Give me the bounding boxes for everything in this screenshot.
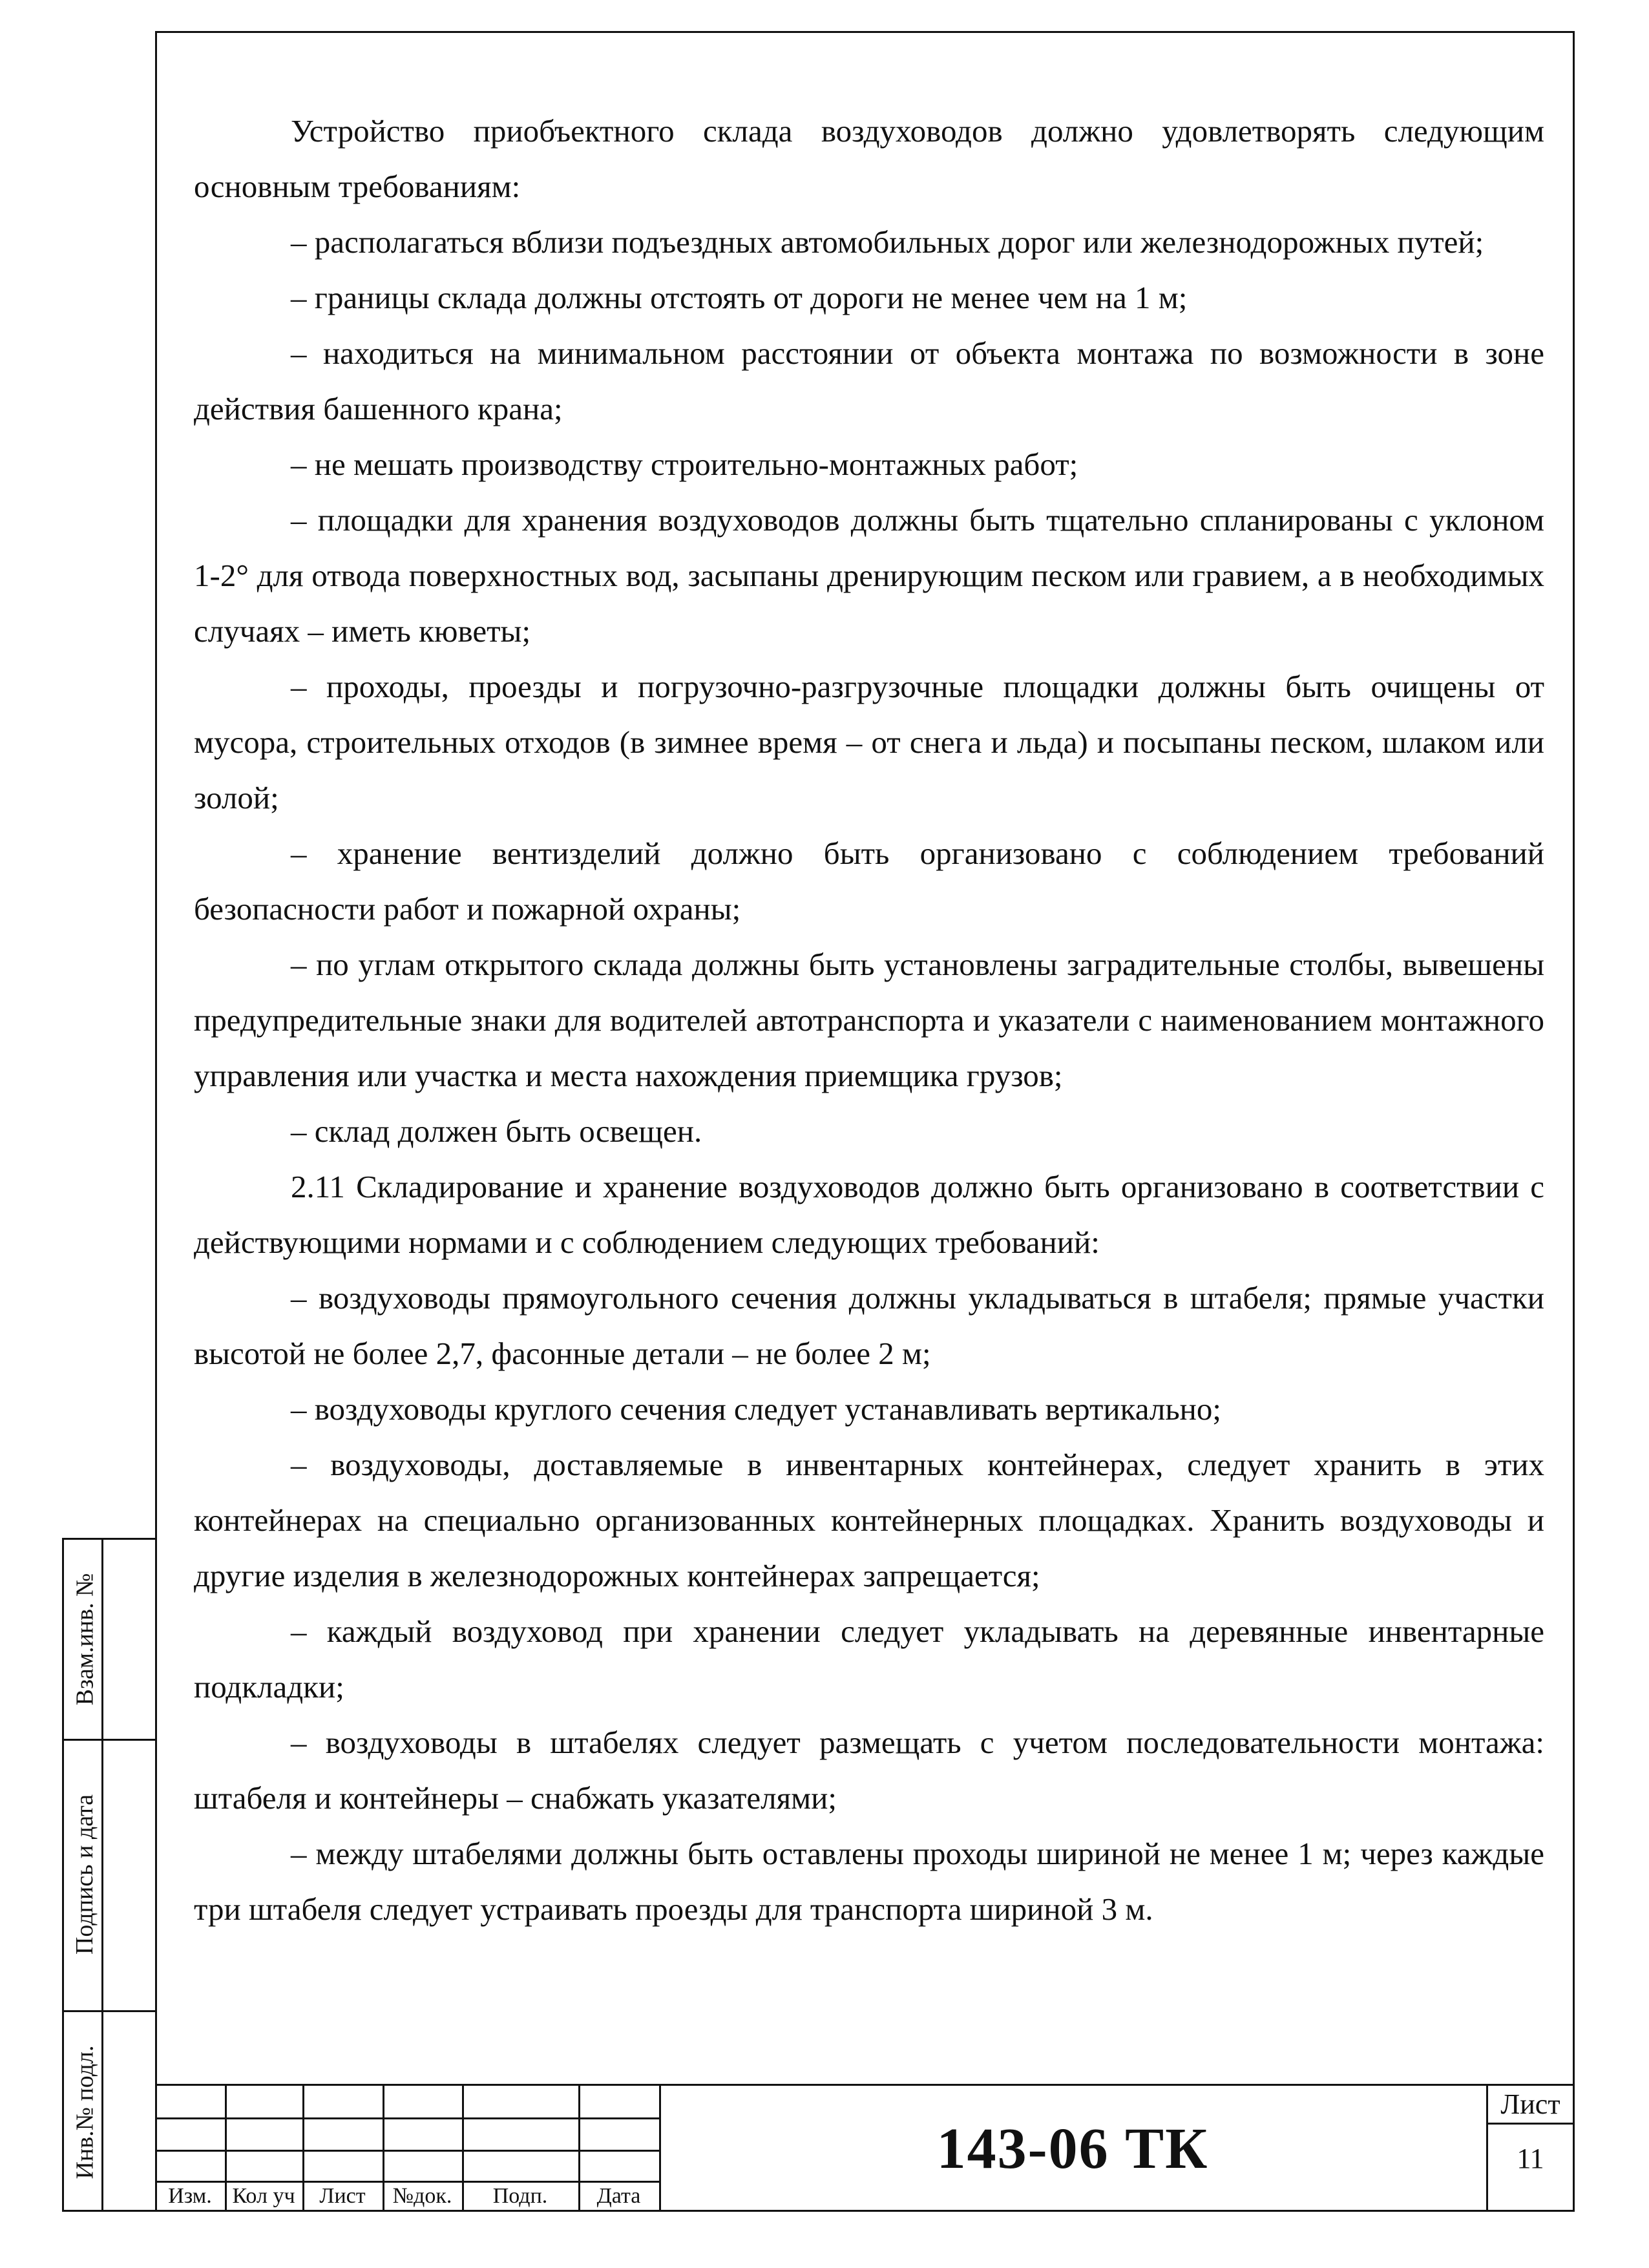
paragraph: 2.11 Складирование и хранение воздуховодов должно быть организовано в соответствии с действующими нормами и с соблюдением следующих требований: [194, 1169, 1544, 1260]
inv-podl-label: Инв.№ подл. [71, 2044, 99, 2179]
list-item: – воздуховоды круглого сечения следует устанавливать вертикально; [291, 1391, 1222, 1427]
header-izm: Изм. [168, 2184, 212, 2208]
list-item: – проходы, проезды и погрузочно-разгрузочные площадки должны быть очищены от мусора, строительных отходов (в зимнее время – от снега и льда) и посыпаны песком, шлаком или золой; [194, 669, 1544, 815]
document-number: 143-06 ТК [936, 2116, 1209, 2181]
list-item: – границы склада должны отстоять от дороги не менее чем на 1 м; [291, 280, 1188, 315]
header-podp: Подп. [492, 2184, 548, 2208]
podpis-data-cell [68, 1739, 101, 2010]
title-block-grid-line [1486, 2123, 1575, 2125]
document-body [194, 103, 1544, 1937]
list-item: – не мешать производству строительно-монтажных работ; [291, 446, 1078, 482]
paragraph: Устройство приобъектного склада воздуховодов должно удовлетворять следующим основным требованиям: [194, 113, 1544, 204]
title-block-grid-line [155, 2117, 659, 2119]
list-item: – между штабелями должны быть оставлены проходы шириной не менее 1 м; через каждые три штабеля следует устраивать проезды для транспорта шириной 3 м. [194, 1836, 1544, 1927]
vzam-inv-cell [68, 1540, 101, 1739]
sheet-label: Лист [1500, 2088, 1560, 2120]
title-block [155, 2084, 1575, 2212]
side-stamp-divider [101, 1540, 103, 2210]
title-block-top-line [155, 2084, 1575, 2086]
side-stamp [62, 1538, 155, 2212]
list-item: – располагаться вблизи подъездных автомобильных дорог или железнодорожных путей; [291, 224, 1484, 260]
list-item: – воздуховоды в штабелях следует размещать с учетом последовательности монтажа: штабеля и контейнеры – снабжать указателями; [194, 1725, 1544, 1816]
list-item: – воздуховоды, доставляемые в инвентарных контейнерах, следует хранить в этих контейнерах на специально организованных контейнерных площадках. Хранить воздуховоды и другие изделия в железнодорожных контейнерах запрещается; [194, 1447, 1544, 1593]
list-item: – хранение вентизделий должно быть организовано с соблюдением требований безопасности работ и пожарной охраны; [194, 835, 1544, 927]
sheet-number: 11 [1517, 2142, 1544, 2174]
header-list: Лист [319, 2184, 366, 2208]
list-item: – по углам открытого склада должны быть установлены заградительные столбы, вывешены предупредительные знаки для водителей автотранспорта и указатели с наименованием монтажного управления или участка и места нахождения приемщика грузов; [194, 947, 1544, 1093]
podpis-data-label: Подпись и дата [71, 1794, 99, 1955]
list-item: – площадки для хранения воздуховодов должны быть тщательно спланированы с уклоном 1-2° для отвода поверхностных вод, засыпаны дренирующим песком или гравием, а в необходимых случаях – иметь кюветы; [194, 502, 1544, 649]
list-item: – склад должен быть освещен. [291, 1113, 702, 1149]
header-data: Дата [596, 2184, 641, 2208]
header-kol-uch: Кол уч [232, 2184, 295, 2208]
list-item: – находиться на минимальном расстоянии от объекта монтажа по возможности в зоне действия башенного крана; [194, 335, 1544, 426]
vzam-inv-label: Взам.инв. № [71, 1573, 99, 1706]
list-item: – воздуховоды прямоугольного сечения должны укладываться в штабеля; прямые участки высотой не более 2,7, фасонные детали – не более 2 м; [194, 1280, 1544, 1371]
header-ndok: №док. [392, 2184, 452, 2208]
title-block-grid-line [155, 2150, 659, 2152]
list-item: – каждый воздуховод при хранении следует укладывать на деревянные инвентарные подкладки; [194, 1613, 1544, 1705]
inv-podl-cell [68, 2010, 101, 2214]
